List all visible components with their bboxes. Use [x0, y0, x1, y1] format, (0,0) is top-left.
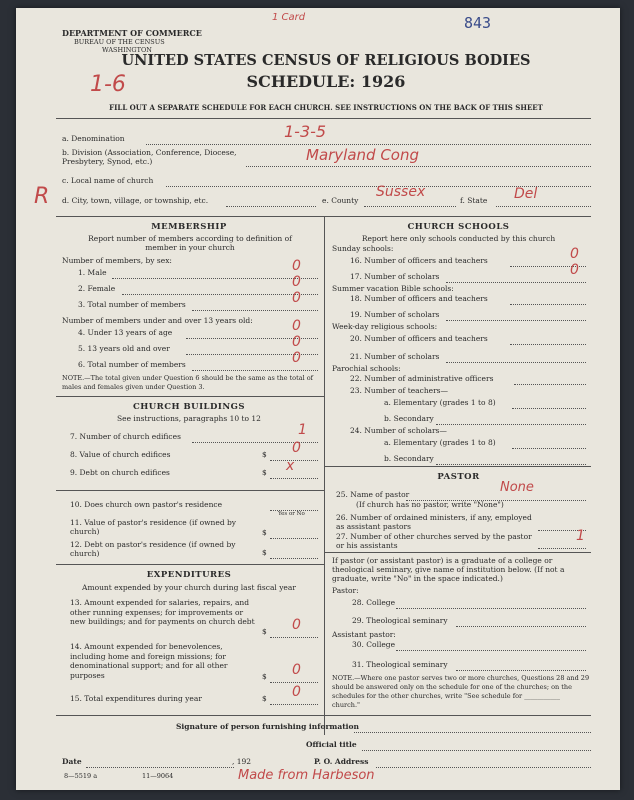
division-label: b. Division (Association, Conference, Diocese, Presbytery, Synod, etc.) [62, 148, 237, 166]
margin-r-annotation: R [34, 184, 50, 209]
q28-label: 28. College [352, 598, 396, 607]
expenditures-title: EXPENDITURES [146, 570, 232, 580]
q20-label: 20. Number of officers and teachers [350, 334, 488, 343]
q25-note: (If church has no pastor, write "None") [356, 500, 504, 509]
q21-line [446, 362, 586, 363]
q15-value: 0 [292, 684, 301, 700]
q23a-line [512, 408, 586, 409]
denomination-value: 1-3-5 [284, 122, 327, 141]
q1-label: 1. Male [78, 268, 107, 277]
q5-value: 0 [292, 334, 301, 350]
buildings-title: CHURCH BUILDINGS [132, 402, 246, 412]
parochial-label: Parochial schools: [332, 364, 401, 373]
by-age-label: Number of members under and over 13 years old: [62, 316, 253, 325]
q25-value: None [500, 480, 534, 495]
q15-label: 15. Total expenditures during year [70, 694, 202, 703]
grad-rule [324, 552, 591, 553]
q6-label: 6. Total number of members [78, 360, 186, 369]
q5-label: 5. 13 years old and over [78, 344, 170, 353]
county-line [364, 206, 456, 207]
schools-sub: Report here only schools conducted by this church [361, 234, 556, 243]
q9-line [270, 478, 318, 479]
q24-label: 24. Number of scholars— [350, 426, 447, 435]
q3-line [192, 310, 318, 311]
signature-line [354, 732, 591, 733]
q14-value: 0 [292, 662, 301, 678]
q6-line [192, 370, 318, 371]
expenditures-rule [56, 564, 324, 565]
q31-line [456, 670, 586, 671]
q31-label: 31. Theological seminary [352, 660, 448, 669]
yes-no-hint: Yes or No [278, 511, 305, 517]
census-form-page [16, 8, 620, 790]
city-field-label: d. City, town, village, or township, etc. [62, 196, 209, 205]
date-year: , 192 [232, 757, 252, 766]
q14-line [270, 682, 318, 683]
q1-value: 0 [292, 258, 301, 274]
q12-dollar: $ [262, 548, 267, 557]
q30-label: 30. College [352, 640, 396, 649]
buildings-sub: See instructions, paragraphs 10 to 12 [117, 414, 261, 423]
q12-line [270, 558, 318, 559]
q20-line [510, 344, 586, 345]
q17-line [446, 282, 586, 283]
summer-label: Summer vacation Bible schools: [332, 284, 454, 293]
city-line [226, 206, 316, 207]
date-line [86, 767, 234, 768]
q15-line [270, 704, 318, 705]
pastor-title: PASTOR [437, 472, 480, 482]
q11-label: 11. Value of pastor's residence (if owned by church) [70, 518, 237, 536]
q28-line [396, 608, 586, 609]
side-number-annotation: 1-6 [90, 72, 126, 97]
q19-label: 19. Number of scholars [350, 310, 440, 319]
q17-value: 0 [570, 262, 579, 278]
city-label: WASHINGTON [102, 46, 152, 54]
q24a-line [512, 448, 586, 449]
membership-title: MEMBERSHIP [151, 222, 227, 232]
buildings-rule [56, 396, 324, 397]
q24b-label: b. Secondary [384, 454, 434, 463]
q11-line [270, 538, 318, 539]
q23b-label: b. Secondary [384, 414, 434, 423]
q9-value: x [286, 458, 295, 474]
q29-label: 29. Theological seminary [352, 616, 448, 625]
q17-label: 17. Number of scholars [350, 272, 440, 281]
schools-title: CHURCH SCHOOLS [407, 222, 510, 232]
by-sex-label: Number of members, by sex: [62, 256, 172, 265]
county-value: Sussex [376, 184, 426, 200]
q3-value: 0 [292, 290, 301, 306]
schedule-number: 843 [464, 14, 492, 32]
pastor-res-rule [56, 490, 324, 491]
footer-rule [56, 715, 591, 716]
pastor-subheading: Pastor: [332, 586, 359, 595]
q23b-line [436, 424, 586, 425]
county-label: e. County [322, 196, 359, 205]
q12-label: 12. Debt on pastor's residence (if owned by church) [70, 540, 236, 558]
q2-line [122, 294, 318, 295]
q22-line [514, 384, 586, 385]
q18-line [510, 304, 586, 305]
local-name-label: c. Local name of church [62, 176, 154, 185]
division-value: Maryland Cong [306, 146, 420, 164]
q22-label: 22. Number of administrative officers [350, 374, 494, 383]
official-title-line [362, 750, 591, 751]
q13-dollar: $ [262, 627, 267, 636]
form-number: 8—5519 a [64, 772, 98, 780]
q6-value: 0 [292, 350, 301, 366]
q3-label: 3. Total number of members [78, 300, 186, 309]
q24a-label: a. Elementary (grades 1 to 8) [384, 438, 496, 447]
q8-label: 8. Value of church edifices [70, 450, 171, 459]
state-value: Del [514, 186, 538, 202]
membership-note: NOTE.—The total given under Question 6 should be the same as the total of males and females given under Question 3. [62, 374, 314, 391]
q24b-line [436, 464, 586, 465]
q16-value: 0 [570, 246, 579, 262]
q8-dollar: $ [262, 450, 267, 459]
q27-label: 27. Number of other churches served by the pastor or his assistants [336, 532, 532, 550]
expenditures-sub: Amount expended by your church during last fiscal year [82, 583, 296, 592]
q25-label: 25. Name of pastor [336, 490, 410, 499]
q2-label: 2. Female [78, 284, 116, 293]
q27-line [538, 548, 586, 549]
assistant-subheading: Assistant pastor: [332, 630, 396, 639]
form-title: UNITED STATES CENSUS OF RELIGIOUS BODIES [121, 52, 531, 69]
made-from-annotation: Made from Harbeson [238, 768, 375, 783]
bureau-label: BUREAU OF THE CENSUS [74, 38, 165, 46]
po-address-line [376, 767, 591, 768]
header-rule [56, 118, 591, 119]
graduate-note: If pastor (or assistant pastor) is a graduate of a college or theological seminary, give name of institution below. (If not a graduate, write "No" in the space indicated.) [332, 556, 565, 583]
q9-label: 9. Debt on church edifices [70, 468, 170, 477]
q4-label: 4. Under 13 years of age [78, 328, 173, 337]
weekday-label: Week-day religious schools: [332, 322, 438, 331]
state-label: f. State [460, 196, 488, 205]
department-label: DEPARTMENT OF COMMERCE [62, 28, 202, 38]
column-divider [324, 216, 325, 735]
q26-label: 26. Number of ordained ministers, if any, employed as assistant pastors [336, 513, 532, 531]
pastor-note: NOTE.—Where one pastor serves two or more churches, Questions 28 and 29 should be answered only on the schedule for one of the churches; on the schedules for the other churches, write "See schedule for ___________ church." [332, 674, 590, 709]
instruction-line: FILL OUT A SEPARATE SCHEDULE FOR EACH CHURCH. SEE INSTRUCTIONS ON THE BACK OF THIS SHEET [109, 103, 543, 112]
date-label: Date [62, 757, 82, 766]
q13-label: 13. Amount expended for salaries, repairs, and other running expenses; for improvements or new buildings; and for payments on church debt [70, 598, 255, 626]
pastor-rule [324, 466, 591, 467]
official-title-label: Official title [306, 740, 357, 749]
po-address-label: P. O. Address [314, 757, 369, 766]
q18-label: 18. Number of officers and teachers [350, 294, 488, 303]
q21-label: 21. Number of scholars [350, 352, 440, 361]
sunday-label: Sunday schools: [332, 244, 394, 253]
q10-label: 10. Does church own pastor's residence [70, 500, 223, 509]
q8-value: 0 [292, 440, 301, 456]
denomination-label: a. Denomination [62, 134, 125, 143]
q15-dollar: $ [262, 694, 267, 703]
q23a-label: a. Elementary (grades 1 to 8) [384, 398, 496, 407]
q14-label: 14. Amount expended for benevolences, including home and foreign missions; for denominational support; and for all other purposes [70, 642, 228, 680]
card-annotation: 1 Card [272, 12, 306, 23]
q30-line [396, 650, 586, 651]
print-code: 11—9064 [142, 772, 174, 780]
q29-line [456, 626, 586, 627]
q11-dollar: $ [262, 528, 267, 537]
q9-dollar: $ [262, 468, 267, 477]
denomination-line [146, 144, 591, 145]
q13-line [270, 637, 318, 638]
q27-value: 1 [576, 528, 585, 544]
q1-line [112, 278, 318, 279]
q14-dollar: $ [262, 672, 267, 681]
q13-value: 0 [292, 617, 301, 633]
q7-label: 7. Number of church edifices [70, 432, 181, 441]
q4-value: 0 [292, 318, 301, 334]
q2-value: 0 [292, 274, 301, 290]
q23-label: 23. Number of teachers— [350, 386, 449, 395]
state-line [496, 206, 591, 207]
membership-intro: Report number of members according to definition of member in your church [88, 234, 292, 252]
q19-line [446, 320, 586, 321]
schedule-title: SCHEDULE: 1926 [246, 72, 406, 91]
q16-label: 16. Number of officers and teachers [350, 256, 488, 265]
q7-value: 1 [298, 422, 307, 438]
signature-label: Signature of person furnishing information [176, 722, 359, 731]
division-line [246, 166, 591, 167]
